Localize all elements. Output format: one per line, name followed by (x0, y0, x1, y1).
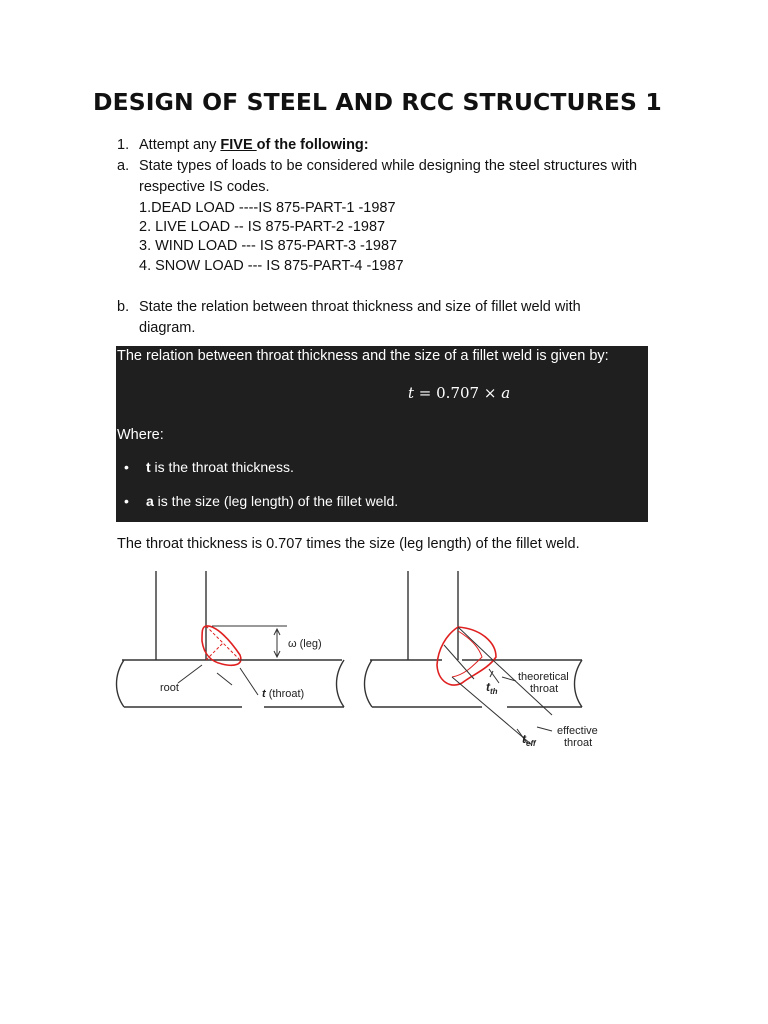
t-eff-symbol: t (522, 732, 526, 746)
t-th-dimension (489, 669, 499, 683)
root-label: root (160, 682, 179, 694)
left-vertical-plate (156, 571, 206, 660)
theoretical-label-line2: throat (530, 683, 559, 695)
bullet-item (124, 493, 398, 509)
answer-box (116, 346, 648, 522)
throat-label (262, 688, 304, 700)
bullet-dot-icon: • (124, 493, 129, 509)
throat-formula (408, 384, 510, 402)
t-eff-label (522, 732, 537, 748)
fillet-weld-figure (112, 565, 612, 755)
q1-five: FIVE (220, 137, 257, 153)
theoretical-label-line1: theoretical (518, 671, 569, 683)
qb-number: b. (117, 299, 130, 315)
load-item: 3. WIND LOAD --- IS 875-PART-3 -1987 (139, 238, 398, 254)
leg-label: ω (leg) (288, 638, 322, 650)
throat-dimension (217, 668, 258, 695)
conclusion-text: The throat thickness is 0.707 times the size (leg length) of the fillet weld. (117, 536, 580, 552)
effective-label-line1: effective (557, 725, 598, 737)
bullet-item (124, 459, 294, 475)
effective-label-line2: throat (564, 737, 593, 749)
load-item: 1.DEAD LOAD ----IS 875-PART-1 -1987 (139, 200, 396, 216)
t-eff-subscript: eff (526, 739, 536, 748)
formula-eq: = 0.707 × (414, 384, 502, 402)
right-throat-lines (444, 627, 496, 679)
q1-text (139, 135, 369, 155)
qb-line2: diagram. (139, 320, 196, 336)
load-item: 4. SNOW LOAD --- IS 875-PART-4 -1987 (139, 258, 404, 274)
right-weld-inner (452, 631, 482, 677)
where-label: Where: (117, 427, 164, 443)
t-th-symbol: t (486, 680, 490, 694)
left-weld-dashed (206, 626, 240, 660)
bullet-text: is the throat thickness. (150, 459, 294, 475)
qa-number: a. (117, 158, 130, 174)
root-pointer (178, 665, 202, 683)
t-th-subscript: th (490, 687, 498, 696)
formula-t: t (408, 384, 415, 402)
qb-line1: State the relation between throat thickness and size of fillet weld with (139, 299, 581, 315)
q1-prefix: Attempt any (139, 137, 221, 153)
throat-symbol: t (262, 688, 266, 700)
page-title: DESIGN OF STEEL AND RCC STRUCTURES 1 (93, 88, 662, 116)
answer-intro: The relation between throat thickness and the size of a fillet weld is given by: (117, 348, 609, 364)
t-th-label (486, 680, 498, 696)
effective-pointer (537, 727, 552, 731)
right-vertical-plate (408, 571, 458, 660)
q1-suffix: of the following: (256, 137, 369, 153)
bullet-term: t (146, 459, 151, 475)
qa-line1: State types of loads to be considered while designing the steel structures with (139, 158, 638, 174)
load-item: 2. LIVE LOAD -- IS 875-PART-2 -1987 (139, 219, 386, 235)
bullet-text: is the size (leg length) of the fillet weld. (153, 493, 399, 509)
q1-number: 1. (117, 137, 130, 153)
qa-line2: respective IS codes. (139, 179, 270, 195)
formula-a: a (501, 384, 511, 402)
bullet-term: a (146, 493, 154, 509)
throat-word: (throat) (265, 688, 305, 700)
bullet-dot-icon: • (124, 459, 129, 475)
